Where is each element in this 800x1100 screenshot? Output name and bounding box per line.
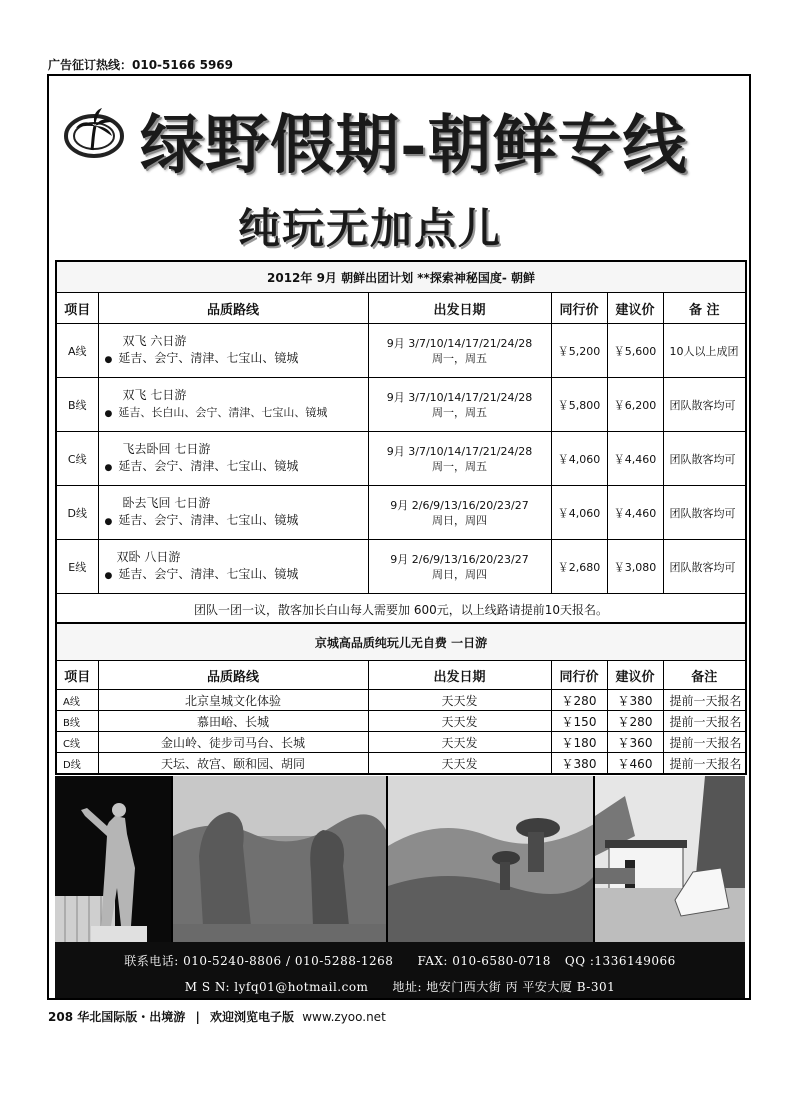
peer-price: ￥280: [551, 690, 607, 711]
route-code: D线: [56, 486, 98, 540]
route-code: C线: [56, 432, 98, 486]
route-path: 延吉、会宁、清津、七宝山、镜城: [118, 458, 299, 473]
route-code: E线: [56, 540, 98, 594]
departure-weekdays: 周日，周四: [432, 513, 487, 527]
contact-fax: FAX: 010-6580-0718: [417, 954, 551, 968]
table-row: [56, 540, 746, 594]
palm-sun-logo-icon: [62, 106, 126, 162]
suggested-price: ￥5,600: [607, 324, 663, 378]
suggested-price: ￥460: [607, 753, 663, 775]
route-name: 双卧 八日游: [116, 549, 181, 564]
col-header-route: 品质路线: [98, 293, 368, 324]
route-path: 延吉、会宁、清津、七宝山、镜城: [118, 350, 299, 365]
peer-price: ￥380: [551, 753, 607, 775]
route-path: 天坛、故宫、颐和园、胡同: [98, 753, 368, 775]
peer-price: ￥4,060: [551, 486, 607, 540]
route-code: A线: [56, 690, 98, 711]
peer-price: ￥4,060: [551, 432, 607, 486]
route-path: 延吉、会宁、清津、七宝山、镜城: [118, 566, 299, 581]
banner-subtitle: 纯玩无加点儿: [238, 204, 503, 253]
contact-msn: M S N: lyfq01@hotmail.com: [184, 980, 369, 994]
route-code: C线: [56, 732, 98, 753]
col-header-note: 备注: [663, 661, 746, 690]
photo-monument-house: [595, 776, 745, 942]
col-header-item: 项目: [56, 661, 98, 690]
note: 10人以上成团: [663, 324, 746, 378]
departure-dates: 9月 2/6/9/13/16/20/23/27: [390, 498, 529, 512]
suggested-price: ￥4,460: [607, 486, 663, 540]
banner-title: 绿野假期-朝鲜专线: [140, 108, 688, 183]
photo-mountain-rocks: [388, 776, 593, 942]
suggested-price: ￥280: [607, 711, 663, 732]
table-row: [56, 324, 746, 378]
page-footer: 208 华北国际版・出境游 | 欢迎浏览电子版 www.zyoo.net: [48, 1010, 386, 1024]
bullet-icon: ●: [104, 408, 113, 419]
table-row: [56, 378, 746, 432]
dates-cell: [368, 540, 551, 594]
route-cell: [98, 378, 368, 432]
bullet-icon: ●: [104, 570, 113, 581]
dates-cell: [368, 432, 551, 486]
dates-cell: [368, 324, 551, 378]
route-cell: [98, 432, 368, 486]
table-row: [56, 690, 746, 711]
departure-dates: 天天发: [368, 690, 551, 711]
contact-line-address: [55, 978, 745, 995]
note: 提前一天报名: [663, 753, 746, 775]
photo-rock-sculptures: [173, 776, 386, 942]
route-cell: [98, 324, 368, 378]
page-number: 208: [48, 1010, 74, 1024]
col-header-dates: 出发日期: [368, 661, 551, 690]
dates-cell: [368, 486, 551, 540]
departure-dates: 9月 3/7/10/14/17/21/24/28: [386, 444, 533, 458]
col-header-note: 备 注: [663, 293, 746, 324]
departure-dates: 9月 2/6/9/13/16/20/23/27: [390, 552, 529, 566]
korea-table-caption: 2012年 9月 朝鲜出团计划 **探索神秘国度- 朝鲜: [56, 261, 746, 293]
note: 提前一天报名: [663, 690, 746, 711]
suggested-price: ￥4,460: [607, 432, 663, 486]
photo-strip: [55, 776, 745, 942]
route-path: 金山岭、徒步司马台、长城: [98, 732, 368, 753]
col-header-suggested-price: 建议价: [607, 293, 663, 324]
bullet-icon: ●: [104, 516, 113, 527]
footer-url[interactable]: www.zyoo.net: [302, 1010, 386, 1024]
route-name: 双飞 七日游: [122, 387, 187, 402]
suggested-price: ￥3,080: [607, 540, 663, 594]
route-code: D线: [56, 753, 98, 775]
contact-qq: QQ :1336149066: [564, 954, 676, 968]
departure-dates: 天天发: [368, 732, 551, 753]
note: 团队散客均可: [663, 540, 746, 594]
beijing-table-caption: 京城高品质纯玩儿无自费 一日游: [56, 623, 746, 661]
contact-phone: 联系电话: 010-5240-8806 / 010-5288-1268: [124, 954, 394, 968]
table-row: [56, 432, 746, 486]
note: 提前一天报名: [663, 732, 746, 753]
table-row: [56, 732, 746, 753]
departure-weekdays: 周一，周五: [432, 351, 487, 365]
beijing-tour-table: [55, 622, 747, 775]
table-row: [56, 753, 746, 775]
col-header-peer-price: 同行价: [551, 293, 607, 324]
col-header-peer-price: 同行价: [551, 661, 607, 690]
departure-weekdays: 周一，周五: [432, 459, 487, 473]
table-row: [56, 711, 746, 732]
photo-statue: [55, 776, 171, 942]
route-name: 飞去卧回 七日游: [122, 441, 211, 456]
route-path: 延吉、长白山、会宁、清津、七宝山、镜城: [118, 405, 328, 419]
suggested-price: ￥380: [607, 690, 663, 711]
route-code: A线: [56, 324, 98, 378]
route-cell: [98, 486, 368, 540]
route-path: 北京皇城文化体验: [98, 690, 368, 711]
col-header-dates: 出发日期: [368, 293, 551, 324]
contact-line-phones: [55, 952, 745, 969]
footer-slogan: 欢迎浏览电子版: [210, 1010, 295, 1024]
col-header-route: 品质路线: [98, 661, 368, 690]
dates-cell: [368, 378, 551, 432]
departure-weekdays: 周一，周五: [432, 405, 487, 419]
col-header-suggested-price: 建议价: [607, 661, 663, 690]
peer-price: ￥5,800: [551, 378, 607, 432]
departure-dates: 天天发: [368, 753, 551, 775]
note: 提前一天报名: [663, 711, 746, 732]
route-code: B线: [56, 378, 98, 432]
suggested-price: ￥6,200: [607, 378, 663, 432]
peer-price: ￥180: [551, 732, 607, 753]
departure-weekdays: 周日，周四: [432, 567, 487, 581]
ad-hotline: 广告征订热线：010-5166 5969: [48, 58, 234, 72]
route-path: 延吉、会宁、清津、七宝山、镜城: [118, 512, 299, 527]
peer-price: ￥150: [551, 711, 607, 732]
contact-bar: [55, 942, 745, 998]
bullet-icon: ●: [104, 354, 113, 365]
contact-address: 地址: 地安门西大街 丙 平安大厦 B-301: [392, 980, 616, 994]
departure-dates: 9月 3/7/10/14/17/21/24/28: [386, 390, 533, 404]
departure-dates: 天天发: [368, 711, 551, 732]
route-code: B线: [56, 711, 98, 732]
route-name: 双飞 六日游: [122, 333, 187, 348]
table-row: [56, 486, 746, 540]
bullet-icon: ●: [104, 462, 113, 473]
note: 团队散客均可: [663, 378, 746, 432]
note: 团队散客均可: [663, 486, 746, 540]
korea-table-footnote: 团队一团一议，散客加长白山每人需要加 600元，以上线路请提前10天报名。: [56, 594, 746, 626]
korea-tour-table: [55, 260, 747, 626]
edition-name: 华北国际版・出境游: [77, 1010, 186, 1024]
peer-price: ￥5,200: [551, 324, 607, 378]
peer-price: ￥2,680: [551, 540, 607, 594]
note: 团队散客均可: [663, 432, 746, 486]
route-path: 慕田峪、长城: [98, 711, 368, 732]
route-name: 卧去飞回 七日游: [122, 495, 211, 510]
route-cell: [98, 540, 368, 594]
departure-dates: 9月 3/7/10/14/17/21/24/28: [386, 336, 533, 350]
col-header-item: 项目: [56, 293, 98, 324]
suggested-price: ￥360: [607, 732, 663, 753]
